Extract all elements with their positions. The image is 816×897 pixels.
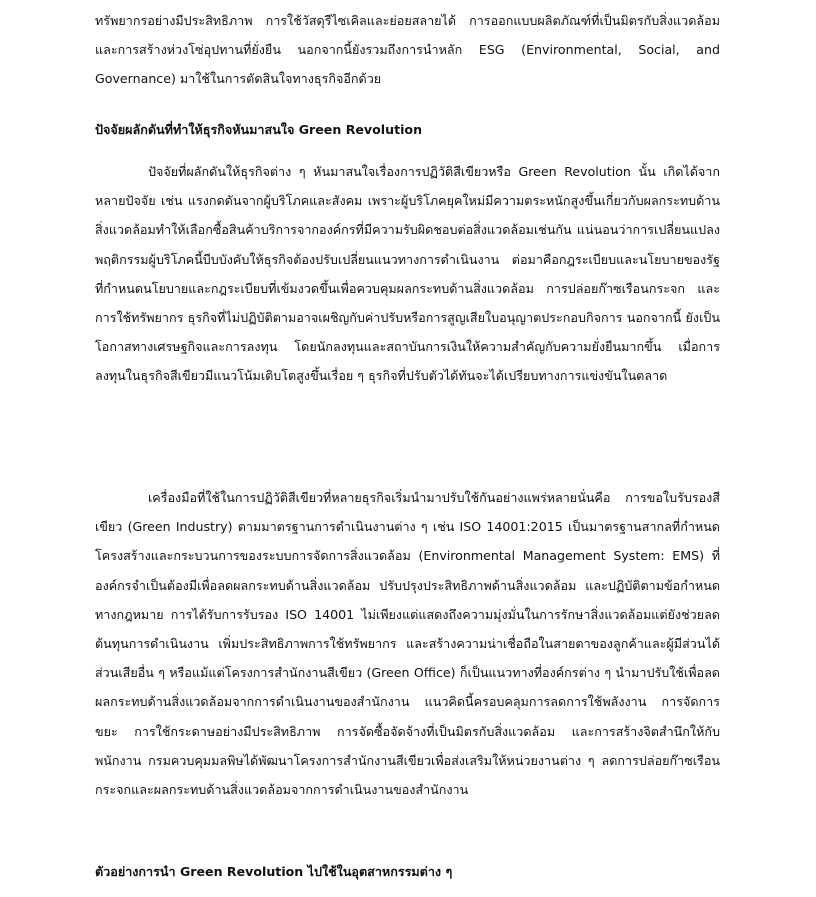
intro-paragraph: ทรัพยากรอย่างมีประสิทธิภาพ การใช้วัสดุรีไซเคิลและย่อยสลายได้ การออกแบบผลิตภัณฑ์ที่เป็นมิตรกับสิ่งแวดล้อม และการสร้างห่วงโซ่อุปทานที่ยั่งยืน นอกจากนี้ยังรวมถึงการนำหลัก ESG (Environmental, Social, and Governance) มาใช้ในการตัดสินใจทางธุรกิจอีกด้วย bbox=[95, 13, 720, 87]
factors-paragraph-block bbox=[95, 157, 720, 391]
tools-paragraph: เครื่องมือที่ใช้ในการปฏิวัติสีเขียวที่หลายธุรกิจเริ่มนำมาปรับใช้กันอย่างแพร่หลายนั่นคือ การขอใบรับรองสีเขียว (Green Industry) ตามมาตรฐานการดำเนินงานต่าง ๆ เช่น ISO 14001:2015 เป็นมาตรฐานสากลที่กำหนดโครงสร้างและกระบวนการของระบบการจัดการสิ่งแวดล้อม (Environmental Management System: EMS) ที่องค์กรจำเป็นต้องมีเพื่อลดผลกระทบด้านสิ่งแวดล้อม ปรับปรุงประสิทธิภาพด้านสิ่งแวดล้อม และปฏิบัติตามข้อกำหนดทางกฎหมาย การได้รับการรับรอง ISO 14001 ไม่เพียงแต่แสดงถึงความมุ่งมั่นในการรักษาสิ่งแวดล้อมแต่ยังช่วยลดต้นทุนการดำเนินงาน เพิ่มประสิทธิภาพการใช้ทรัพยากร และสร้างความน่าเชื่อถือในสายตาของลูกค้าและผู้มีส่วนได้ส่วนเสียอื่น ๆ หรือแม้แต่โครงการสำนักงานสีเขียว (Green Office) ก็เป็นแนวทางที่องค์กรต่าง ๆ นำมาปรับใช้เพื่อลดผลกระทบด้านสิ่งแวดล้อมจากการดำเนินงานของสำนักงาน แนวคิดนี้ครอบคลุมการลดการใช้พลังงาน การจัดการขยะ การใช้กระดาษอย่างมีประสิทธิภาพ การจัดซื้อจัดจ้างที่เป็นมิตรกับสิ่งแวดล้อม และการสร้างจิตสำนึกให้กับพนักงาน กรมควบคุมมลพิษได้พัฒนาโครงการสำนักงานสีเขียวเพื่อส่งเสริมให้หน่วยงานต่าง ๆ ลดการปล่อยก๊าซเรือนกระจกและผลกระทบด้านสิ่งแวดล้อมจากการดำเนินงานของสำนักงาน bbox=[95, 490, 720, 798]
heading-driving-factors: ปัจจัยผลักดันที่ทำให้ธุรกิจหันมาสนใจ Green Revolution bbox=[95, 122, 423, 137]
intro-paragraph-block bbox=[95, 6, 720, 94]
heading-industry-examples: ตัวอย่างการนำ Green Revolution ไปใช้ในอุตสาหกรรมต่าง ๆ bbox=[95, 864, 453, 879]
factors-paragraph: ปัจจัยที่ผลักดันให้ธุรกิจต่าง ๆ หันมาสนใจเรื่องการปฏิวัติสีเขียวหรือ Green Revolution นั้น เกิดได้จากหลายปัจจัย เช่น แรงกดดันจากผู้บริโภคและสังคม เพราะผู้บริโภคยุคใหม่มีความตระหนักสูงขึ้นเกี่ยวกับผลกระทบด้านสิ่งแวดล้อมทำให้เลือกซื้อสินค้าบริการจากองค์กรที่มีความรับผิดชอบต่อสิ่งแวดล้อมเช่นกัน แน่นอนว่าการเปลี่ยนแปลงพฤติกรรมผู้บริโภคนี้บีบบังคับให้ธุรกิจต้องปรับเปลี่ยนแนวทางการดำเนินงาน ต่อมาคือกฎระเบียบและนโยบายของรัฐ ที่กำหนดนโยบายและกฎระเบียบที่เข้มงวดขึ้นเพื่อควบคุมผลกระทบด้านสิ่งแวดล้อม การปล่อยก๊าซเรือนกระจก และการใช้ทรัพยากร ธุรกิจที่ไม่ปฏิบัติตามอาจเผชิญกับค่าปรับหรือการสูญเสียใบอนุญาตประกอบกิจการ นอกจากนี้ ยังเป็นโอกาสทางเศรษฐกิจและการลงทุน โดยนักลงทุนและสถาบันการเงินให้ความสำคัญกับความยั่งยืนมากขึ้น เมื่อการลงทุนในธุรกิจสีเขียวมีแนวโน้มเติบโตสูงขึ้นเรื่อย ๆ ธุรกิจที่ปรับตัวได้ทันจะได้เปรียบทางการแข่งขันในตลาด bbox=[95, 164, 720, 384]
tools-paragraph-block bbox=[95, 483, 720, 804]
document-page bbox=[95, 0, 720, 897]
